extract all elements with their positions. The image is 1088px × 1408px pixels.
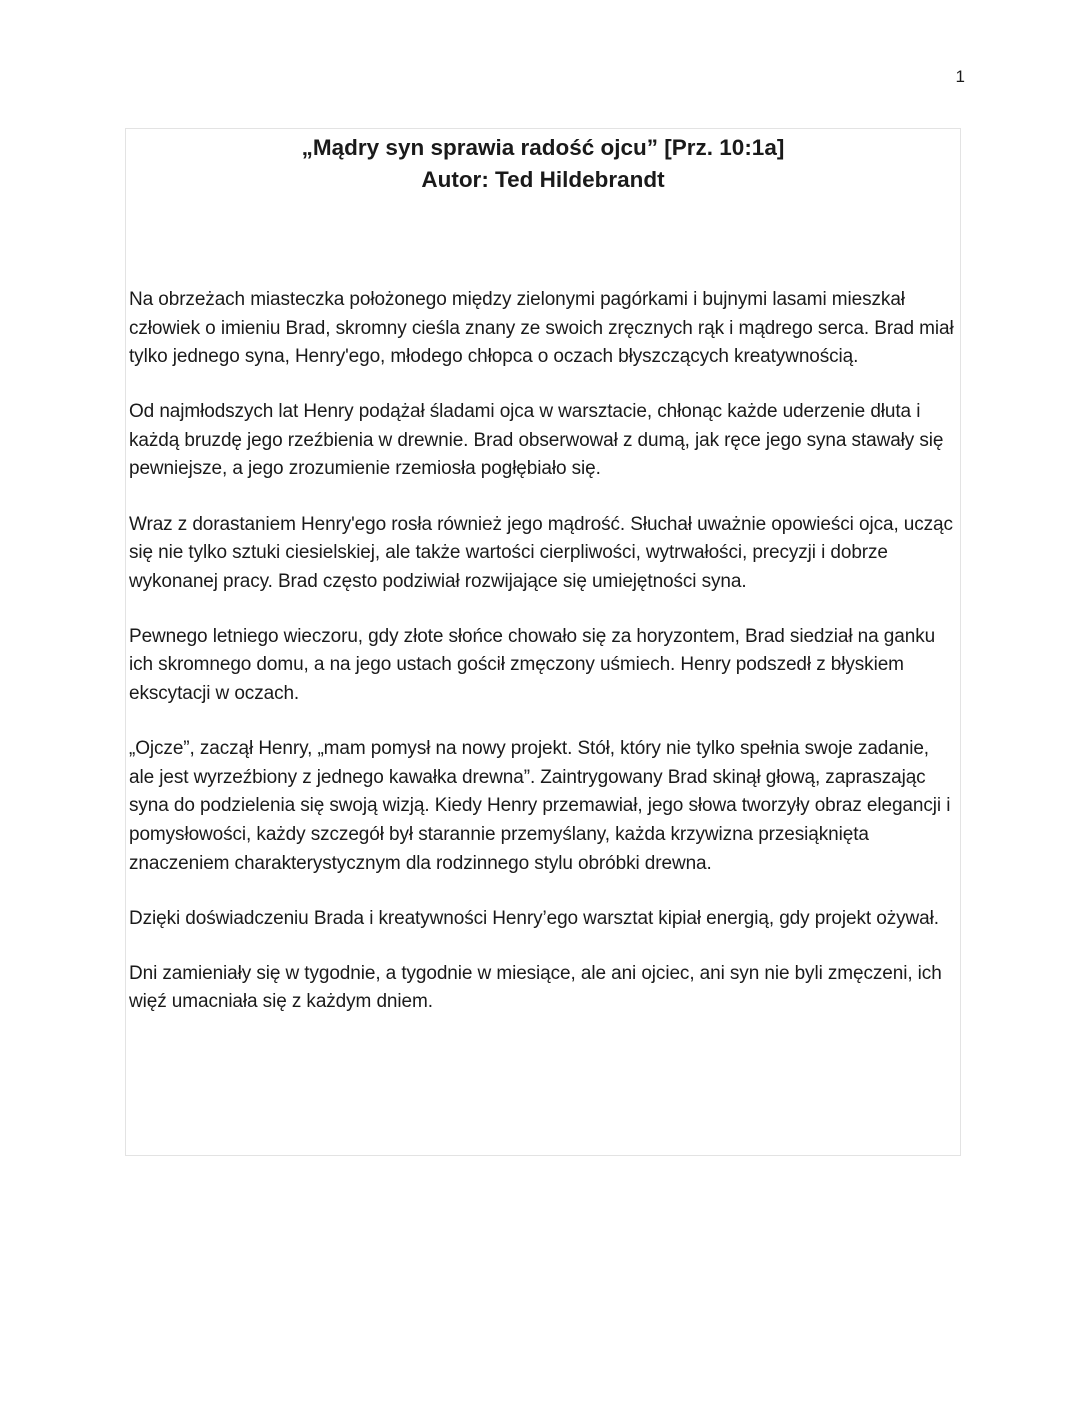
document-title — [125, 132, 961, 196]
paragraph: Pewnego letniego wieczoru, gdy złote słońce chowało się za horyzontem, Brad siedział na ganku ich skromnego domu, a na jego ustach gościł zmęczony uśmiech. Henry podszedł z błyskiem ekscytacji w oczach. — [129, 625, 936, 705]
paragraph: Dzięki doświadczeniu Brada i kreatywności Henry’ego warsztat kipiał energią, gdy projekt ożywał. — [129, 907, 939, 929]
paragraph: Dni zamieniały się w tygodnie, a tygodnie w miesiące, ale ani ojciec, ani syn nie byli zmęczeni, ich więź umacniała się z każdym dniem. — [129, 962, 942, 1013]
paragraph: „Ojcze”, zaczął Henry, „mam pomysł na nowy projekt. Stół, który nie tylko spełnia swoje zadanie, ale jest wyrzeźbiony z jednego kawałka drewna”. Zaintrygowany Brad skinął głową, zapraszając syna do podzielenia się swoją wizją. Kiedy Henry przemawiał, jego słowa tworzyły obraz elegancji i pomysłowości, każdy szczegół był starannie przemyślany, każda krzywizna przesiąknięta znaczeniem charakterystycznym dla rodzinnego stylu obróbki drewna. — [129, 738, 951, 874]
author-line: Autor: Ted Hildebrandt — [421, 167, 665, 192]
paragraph: Od najmłodszych lat Henry podążał śladami ojca w warsztacie, chłonąc każde uderzenie dłuta i każdą bruzdę jego rzeźbienia w drewnie. Brad obserwował z dumą, jak ręce jego syna stawały się pewniejsze, a jego zrozumienie rzemiosła pogłębiało się. — [129, 401, 944, 480]
paragraph: Wraz z dorastaniem Henry'ego rosła również jego mądrość. Słuchał uważnie opowieści ojca, ucząc się nie tylko sztuki ciesielskiej, ale także wartości cierpliwości, wytrwałości, precyzji i dobrze wykonanej pracy. Brad często podziwiał rozwijające się umiejętności syna. — [129, 513, 953, 592]
paragraph: Na obrzeżach miasteczka położonego między zielonymi pagórkami i bujnymi lasami mieszkał człowiek o imieniu Brad, skromny cieśla znany ze swoich zręcznych rąk i mądrego serca. Brad miał tylko jednego syna, Henry'ego, młodego chłopca o oczach błyszczących kreatywnością. — [129, 289, 954, 368]
story-body — [129, 286, 959, 1043]
title-line: „Mądry syn sprawia radość ojcu” [Prz. 10:1a] — [301, 135, 785, 160]
page-number: 1 — [955, 67, 965, 86]
